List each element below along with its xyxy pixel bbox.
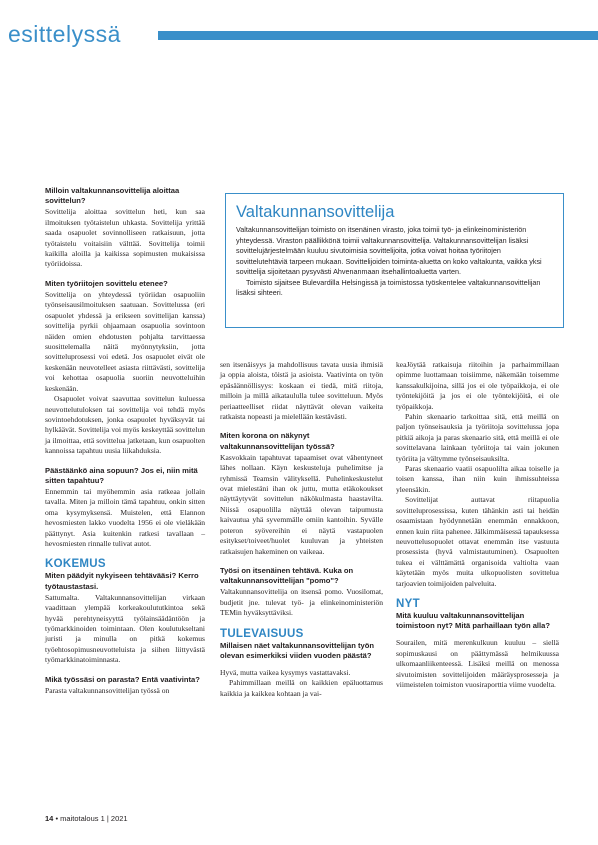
- section-heading-nyt: NYT: [396, 597, 420, 610]
- question: Miten korona on näkynyt valtakunnansovittelijan työssä?: [220, 431, 335, 451]
- answer: Kasvokkain tapahtuvat tapaamiset ovat vähentyneet lähes nollaan. Käyn keskusteluja puhelimitse ja ryhmissä Teamsin välityksellä. Puhelinkeskustelut ovat mielestäni ihan ok juttu, mutta etäkokoukset näyttäytyvät sovittelun näkökulmasta haastavilta. Niissä osapuolilla näyttää olevan taipumusta kaivautua yhä syvemmälle omiin kantoihin. Syvälle poteron syövereihin ei näytä vastapuolen esitykset/toiveet/huolet kuuluvan ja yhteisten ratkaisujen hakeminen on vaikeaa.: [220, 452, 383, 556]
- answer: Sovittelija aloittaa sovittelun heti, kun saa ilmoituksen työtaistelun uhkasta. Sovittelija yrittää saada osapuolet sovinnolliseen ratkaisuun, jotta työtaistelu voitaisiin välttää. Sovittelija toimii kaikilla aloilla ja kaikissa sopimusten mukaisissa työriidoissa.: [45, 207, 205, 269]
- answer: Sattumalta. Valtakunnansovittelijan virkaan vaadittaan ylempää korkeakoulututkintoa sekä hyvää perehtyneisyyttä työlainsäädäntöön ja työmarkkinoiden toimintaan. Olen koulutukseltani juristi ja minulla on pitkä kokemus työehtosopimusneuvotteluista ja siihen liittyvästä työmarkkinatoiminnasta.: [45, 592, 205, 665]
- question: Työsi on itsenäinen tehtävä. Kuka on valtakunnansovittelijan "pomo"?: [220, 565, 354, 586]
- page-footer: [45, 814, 128, 823]
- issue-number: 1: [100, 814, 105, 823]
- issue-year: 2021: [110, 814, 128, 823]
- question: Miten päädyit nykyiseen tehtävääsi? Kerro työtaustastasi.: [45, 571, 199, 591]
- column-middle: [220, 360, 383, 699]
- info-box-paragraph: Valtakunnansovittelijan toimisto on itsenäinen virasto, joka toimii työ- ja elinkeinoministeriön yhteydessä. Viraston päällikkönä toimii valtakunnansovittelija. Valtakunnansovittelijan lisäksi sovittelujärjestelmään kuuluu sivutoimisia sovittelijoita, jotka voivat hoitaa työriitojen sovittelutehtäviä tarpeen mukaan. Sovittelijoiden toiminta-aluetta on koko valtakunta, vaikka yksi sovittelija sijoitetaan pysyvästi Ahvenanmaan itsehallintoaluetta varten.: [236, 225, 542, 276]
- question: Miten työriitojen sovittelu etenee?: [45, 278, 168, 288]
- question: Päästäänkö aina sopuun? Jos ei, niin mitä sitten tapahtuu?: [45, 465, 198, 485]
- info-box-paragraph: Toimisto sijaitsee Bulevardilla Helsingissä ja toimistossa työskentelee valtakunnansovittelijan lisäksi sihteeri.: [236, 277, 541, 297]
- answer: Sovittelijat auttavat riitapuolia sovitteluprosessissa, kuten tähänkin asti tai heidän osaamistaan hyödynnetään enemmän ennakkoon, ennen kuin riita pahenee. Jälkimmäisessä tapauksessa neuvottelusopuolet ottavat enemmän itse vastuuta prosessista (hyvä valmistautuminen). Osapuolten tukea ei välttämättä organisoida valtiolta vaan käytetään myös muita ulkopuolisten sovittelua tarjoavien toimijoiden palveluita.: [396, 495, 559, 588]
- answer: Pahimmillaan meillä on kaikkien epäluottamus kaikkia ja kaikkea kohtaan ja vai-: [220, 678, 383, 698]
- question: Millaisen näet valtakunnansovittelijan työn olevan esimerkiksi viiden vuoden päästä?: [220, 640, 375, 660]
- answer: keaJöytää ratkaisuja riitoihin ja parhaimmillaan opimme luottamaan toisiimme, näkemään toisemme kanssakulkijoina, sillä jos ei ole työpaikkoja, ei ole työntekijöitä ja jos ei ole työntekijöitä, ei ole työpaikkoja.: [396, 360, 559, 411]
- footer-divider: |: [106, 814, 111, 823]
- question: Mitä kuuluu valtakunnansovittelijan toimistoon nyt? Mitä parhaillaan työn alla?: [396, 610, 550, 631]
- info-box-title: Valtakunnansovittelija: [236, 203, 395, 221]
- answer: Ennemmin tai myöhemmin asia ratkeaa jollain tavalla. Miten ja milloin tämä tapahtuu, onkin sitten oma kysymyksensä. Muistelen, että Elannon hevosmiesten lakko vuodelta 1956 ei ole vieläkään päättynyt. Asia kuitenkin ratkesi tavallaan – hevosmiesten rinnalle tulivat autot.: [45, 486, 205, 548]
- section-title: esittelyssä: [8, 21, 121, 47]
- magazine-name: maitotalous: [60, 814, 99, 823]
- answer: Valtakunnansovittelija on itsensä pomo. Vuosilomat, budjetit jne. tulevat työ- ja elinkeinoministeriön TEMin hyväksyttäviksi.: [220, 587, 383, 618]
- section-heading-tulevaisuus: TULEVAISUUS: [220, 627, 304, 640]
- question: Milloin valtakunnansovittelija aloittaa sovittelun?: [45, 186, 180, 206]
- info-box: [225, 193, 564, 328]
- column-left: [45, 186, 205, 696]
- answer: Sovittelija on yhteydessä työriidan osapuoliin työnseisausilmoituksen saatuaan. Sovittelussa (eri osapuolet yhdessä ja erikseen sovittelijan kanssa) sovittelija pyrkii ohjaamaan osapuolia sovintoon näiden omien ehdotusten pohjalta tarvittaessa suosittelemalla näitä myönnytyksiin, jotta sovitteluprosessi voi edetä. Jos osapuolet eivät ole keskenään neuvotelleet asiasta riittävästi, sovittelija voi kehottaa osapuolia suoriin neuvotteluihin keskenään.: [45, 290, 205, 393]
- column-right: [396, 360, 559, 690]
- question: Mikä työssäsi on parasta? Entä vaativinta?: [45, 674, 200, 684]
- answer: Parasta valtakunnansovittelijan työssä on: [45, 685, 170, 695]
- answer: Pahin skenaario tarkoittaa sitä, että meillä on paljon työnseisauksia ja työriitoja sovittelussa jopa pitkiä aikoja ja paras skenaario sitä, että meillä ei ole sovittelavana lainkaan työriitoja tai vain jokunen työriita ja vältymme työnseisauksilta.: [396, 412, 559, 463]
- page-number: 14: [45, 814, 54, 823]
- image-area: [0, 48, 598, 183]
- answer: sen itsenäisyys ja mahdollisuus tavata uusia ihmisiä ja oppia aloista, töistä ja asioista. Vaativinta on työn epäsäännöllisyys: koskaan ei tiedä, mitä riitoja, milloin ja millä aikataululla tulee sovitteluun. Myös periaatteelliset riidat näyttävät olevan vaikeita ratkaista nopeasti ja mielellään kestävästi.: [220, 360, 383, 422]
- answer: Paras skenaario vaatii osapuolilta aikaa toiselle ja toisen kanssa, ihan niin kuin ihmissuhteissa yleensäkin.: [396, 464, 559, 494]
- answer: Hyvä, mutta vaikea kysymys vastattavaksi.: [220, 667, 351, 677]
- answer: Sourailen, mitä merenkulkuun kuuluu – siellä sopimuskausi on päättymässä helmikuussa ulkomaanliikenteessä. Lisäksi meillä on menossa sivutoimisten sovittelijoiden määräysprosesseja ja viimeistelen toimiston vuosiraporttia viime vuodelta.: [396, 638, 559, 689]
- section-heading-kokemus: KOKEMUS: [45, 558, 106, 571]
- footer-separator: •: [55, 814, 61, 823]
- answer: Osapuolet voivat saavuttaa sovittelun kuluessa neuvottelutuloksen tai sovittelija voi tehdä myös sovintoehdotuksen, jonka osapuolet hyväksyvät tai hylkäävät. Sovittelija voi myös keskeyttää sovittelun ja ilmoittaa, että sovittelua jatketaan, kun osapuolten kannoissa tapahtuu uusia liikahduksia.: [45, 394, 205, 456]
- header-accent-bar: [158, 31, 598, 40]
